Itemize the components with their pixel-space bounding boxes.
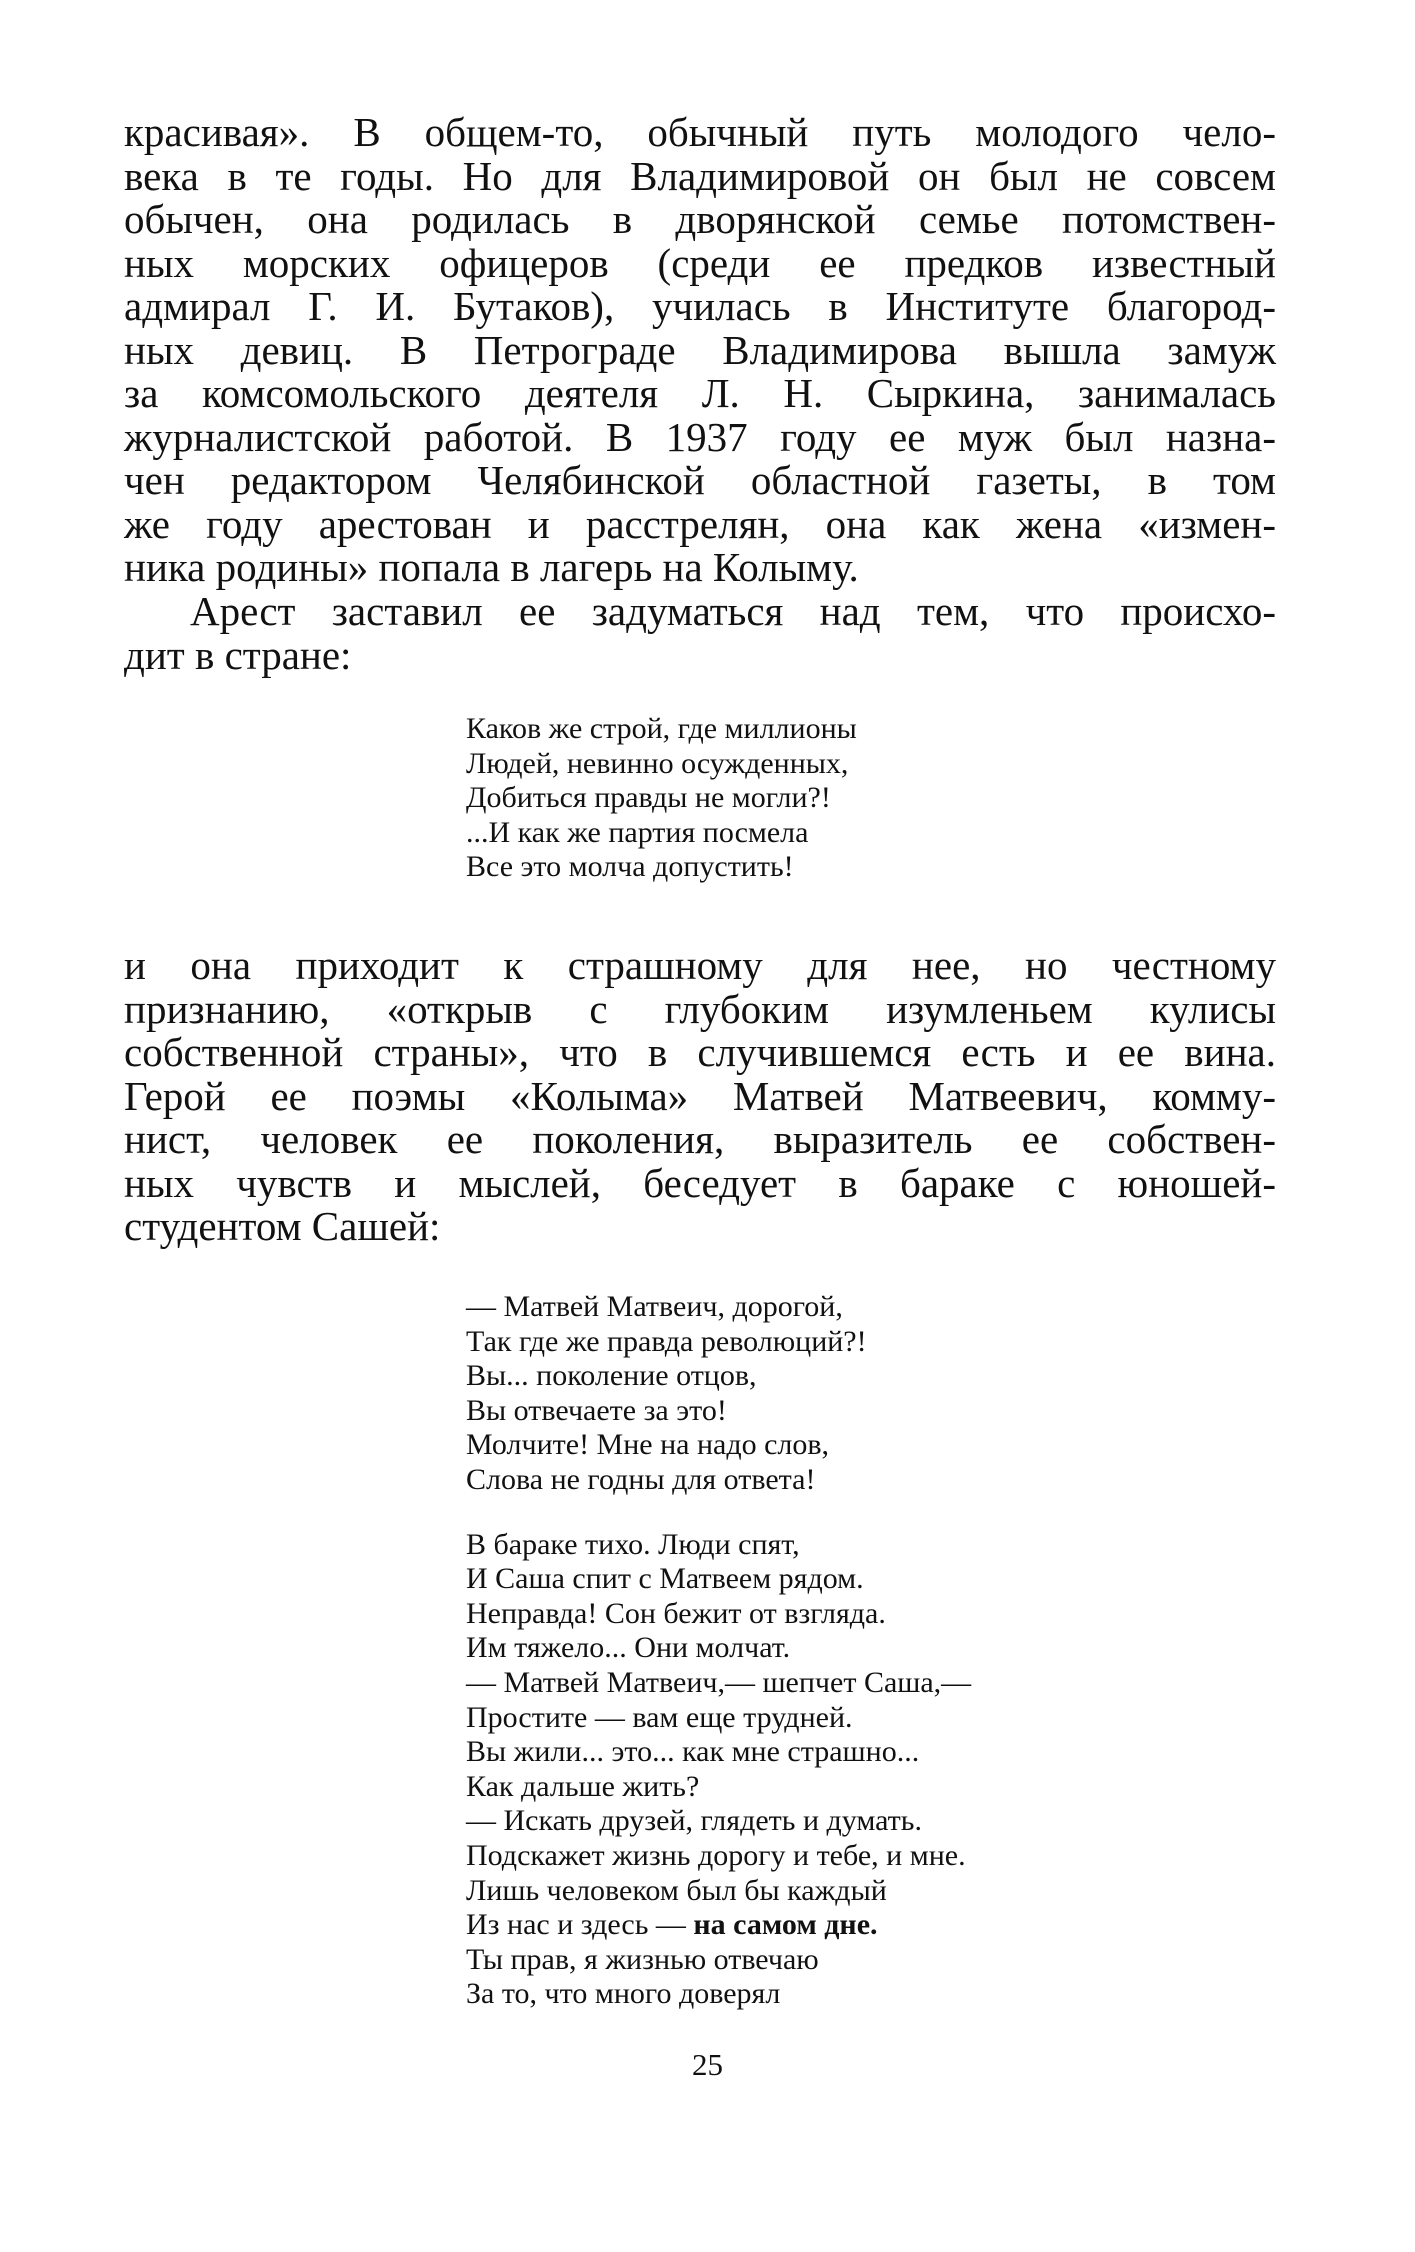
verse-line: Лишь человеком был бы каждый [466,1873,887,1907]
paragraph-2 [124,590,1276,677]
verse-line: Вы отвечаете за это! [466,1393,727,1427]
text-line: ных морских офицеров (среди ее предков известный [124,239,1276,286]
text-line: собственной страны», что в случившемся есть и ее вина. [124,1029,1276,1075]
text-line: нист, человек ее поколения, выразитель ее собствен- [124,1116,1276,1162]
text-line: чен редактором Челябинской областной газеты, в том [124,457,1276,503]
verse-line: За то, что много доверял [466,1977,781,2011]
text-line: ных девиц. В Петрограде Владимирова вышла замуж [124,326,1276,373]
verse-line: В бараке тихо. Люди спят, [466,1527,800,1561]
text-line: признанию, «открыв с глубоким изумленьем кулисы [124,985,1276,1032]
text-line: Арест заставил ее задуматься над тем, что происхо- [190,588,1276,634]
text-line: адмирал Г. И. Бутаков), училась в Институте благород- [124,283,1276,329]
verse-line: Неправда! Сон бежит от взгляда. [466,1596,886,1630]
stanza-break [466,1498,971,1528]
verse-line: Все это молча допустить! [466,850,794,884]
verse-line: — Матвей Матвеич,— шепчет Саша,— [466,1665,972,1699]
text-line: Герой ее поэмы «Колыма» Матвей Матвеевич, комму- [124,1072,1276,1119]
verse-line: — Матвей Матвеич, дорогой, [466,1290,843,1323]
verse-line: Молчите! Мне на надо слов, [466,1428,830,1462]
text-line: века в те годы. Но для Владимировой он был не совсем [124,152,1276,199]
paragraph-3 [124,944,1276,1249]
text-line: обычен, она родилась в дворянской семье потомствен- [124,196,1276,242]
verse-line: Слова не годны для ответа! [466,1462,816,1496]
verse-line: — Искать друзей, глядеть и думать. [466,1804,922,1838]
verse-line: Им тяжело... Они молчат. [466,1631,791,1665]
verse-line: Так где же правда революций?! [466,1324,867,1358]
verse-line: Ты прав, я жизнью отвечаю [466,1942,819,1976]
text-line: за комсомольского деятеля Л. Н. Сыркина, занималась [124,370,1276,416]
verse-line-prefix: Из нас и здесь — [466,1908,694,1942]
verse-line: ...И как же партия посмела [466,815,809,849]
verse-line: Подскажет жизнь дорогу и тебе, и мне. [466,1838,966,1872]
verse-quote-2 [466,1290,971,2012]
bold-phrase: на самом дне. [693,1908,878,1942]
text-line: красивая». В общем-то, обычный путь молодого чело- [124,109,1276,155]
text-line: студентом Сашей: [124,1203,441,1249]
paragraph-1 [124,111,1276,590]
verse-line: И Саша спит с Матвеем рядом. [466,1562,864,1596]
verse-line: Простите — вам еще трудней. [466,1700,853,1734]
text-line: дит в стране: [124,631,352,678]
verse-line: Вы жили... это... как мне страшно... [466,1735,920,1769]
verse-line: Людей, невинно осужденных, [466,746,849,780]
text-line: ных чувств и мыслей, беседует в бараке с юношей- [124,1159,1276,1206]
text-line: журналистской работой. В 1937 году ее муж был назна- [124,413,1276,460]
text-line: же году арестован и расстрелян, она как жена «измен- [124,500,1276,547]
text-line: и она приходит к страшному для нее, но честному [124,942,1276,988]
text-line: ника родины» попала в лагерь на Колыму. [124,544,859,590]
verse-quote-1 [466,712,857,885]
verse-line: Каков же строй, где миллионы [466,712,857,745]
verse-line: Добиться правды не могли?! [466,781,831,815]
verse-line: Вы... поколение отцов, [466,1359,757,1393]
verse-line-emphasis [466,1908,971,1943]
page-number: 25 [692,2047,723,2082]
verse-line: Как дальше жить? [466,1769,700,1803]
